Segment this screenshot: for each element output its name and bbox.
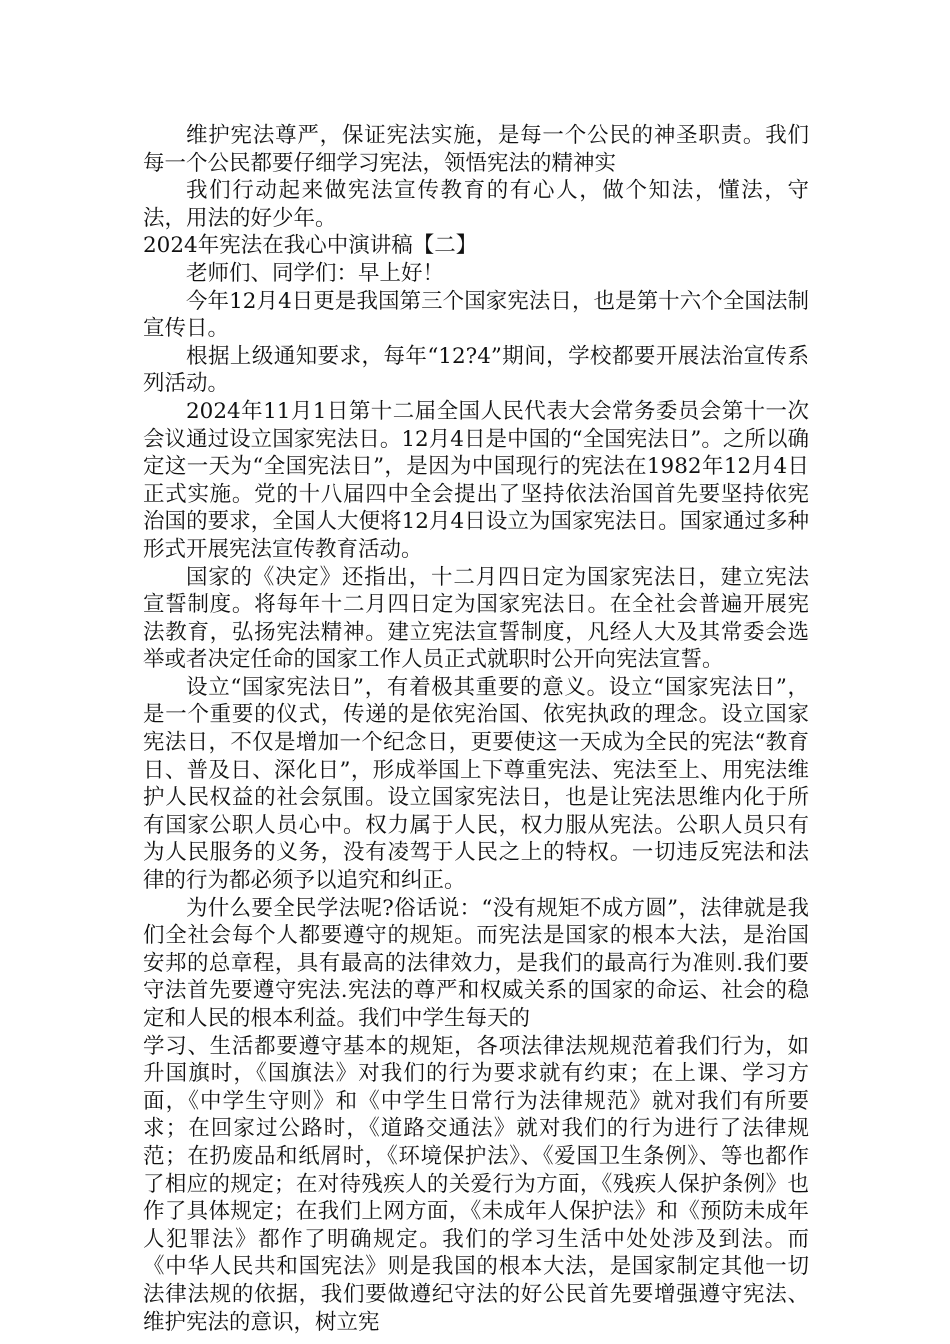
paragraph-history: 2024年11月1日第十二届全国人民代表大会常务委员会第十一次会议通过设立国家宪法日。12月4日是中国的“全国宪法日”。之所以确定这一天为“全国宪法日”，是因为中国现行的宪法在1982年12月4日正式实施。党的十八届四中全会提出了坚持依法治国首先要坚持依宪治国的要求，全国人大便将12月4日设立为国家宪法日。国家通过多种形式开展宪法宣传教育活动。 [143,398,809,562]
paragraph-notice: 根据上级通知要求，每年“12?4”期间，学校都要开展法治宣传系列活动。 [143,343,809,397]
section-heading: 2024年宪法在我心中演讲稿【二】 [143,233,478,259]
paragraph-action: 我们行动起来做宪法宣传教育的有心人，做个知法，懂法，守法，用法的好少年。 [143,178,809,231]
paragraph-daily-rules: 学习、生活都要遵守基本的规矩，各项法律法规规范着我们行为，如升国旗时，《国旗法》对我们的行为要求就有约束；在上课、学习方面，《中学生守则》和《中学生日常行为法律规范》就对我们有所要求；在回家过公路时，《道路交通法》就对我们的行为进行了法律规范；在扔废品和纸屑时，《环境保护法》、《爱国卫生条例》、等也都作了相应的规定；在对待残疾人的关爱行为方面，《残疾人保护条例》也作了具体规定；在我们上网方面，《未成年人保护法》和《预防未成年人犯罪法》都作了明确规定。我们的学习生活中处处涉及到法。而《中华人民共和国宪法》则是我国的根本大法，是国家制定其他一切法律法规的依据，我们要做遵纪守法的好公民首先要增强遵守宪法、维护宪法的意识，树立宪 [143,1033,809,1335]
paragraph-duty: 维护宪法尊严，保证宪法实施，是每一个公民的神圣职责。我们每一个公民都要仔细学习宪法，领悟宪法的精神实 [143,123,809,176]
paragraph-significance: 设立“国家宪法日”，有着极其重要的意义。设立“国家宪法日”，是一个重要的仪式，传递的是依宪治国、依宪执政的理念。设立国家宪法日，不仅是增加一个纪念日，更要使这一天成为全民的宪法“教育日、普及日、深化日”，形成举国上下尊重宪法、宪法至上、用宪法维护人民权益的社会氛围。设立国家宪法日，也是让宪法思维内化于所有国家公职人员心中。权力属于人民，权力服从宪法。公职人员只有为人民服务的义务，没有凌驾于人民之上的特权。一切违反宪法和法律的行为都必须予以追究和纠正。 [143,674,809,894]
paragraph-constitution-day: 今年12月4日更是我国第三个国家宪法日，也是第十六个全国法制宣传日。 [143,288,809,342]
paragraph-why-learn-law: 为什么要全民学法呢?俗话说：“没有规矩不成方圆”，法律就是我们全社会每个人都要遵守的规矩。而宪法是国家的根本大法，是治国安邦的总章程，具有最高的法律效力，是我们的最高行为准则.我们要守法首先要遵守宪法.宪法的尊严和权威关系的国家的命运、社会的稳定和人民的根本利益。我们中学生每天的 [143,895,809,1031]
paragraph-greeting: 老师们、同学们：早上好！ [186,260,445,286]
paragraph-decision: 国家的《决定》还指出，十二月四日定为国家宪法日，建立宪法宣誓制度。将每年十二月四日定为国家宪法日。在全社会普遍开展宪法教育，弘扬宪法精神。建立宪法宣誓制度，凡经人大及其常委会选举或者决定任命的国家工作人员正式就职时公开向宪法宣誓。 [143,564,809,673]
document-body [143,122,809,1336]
